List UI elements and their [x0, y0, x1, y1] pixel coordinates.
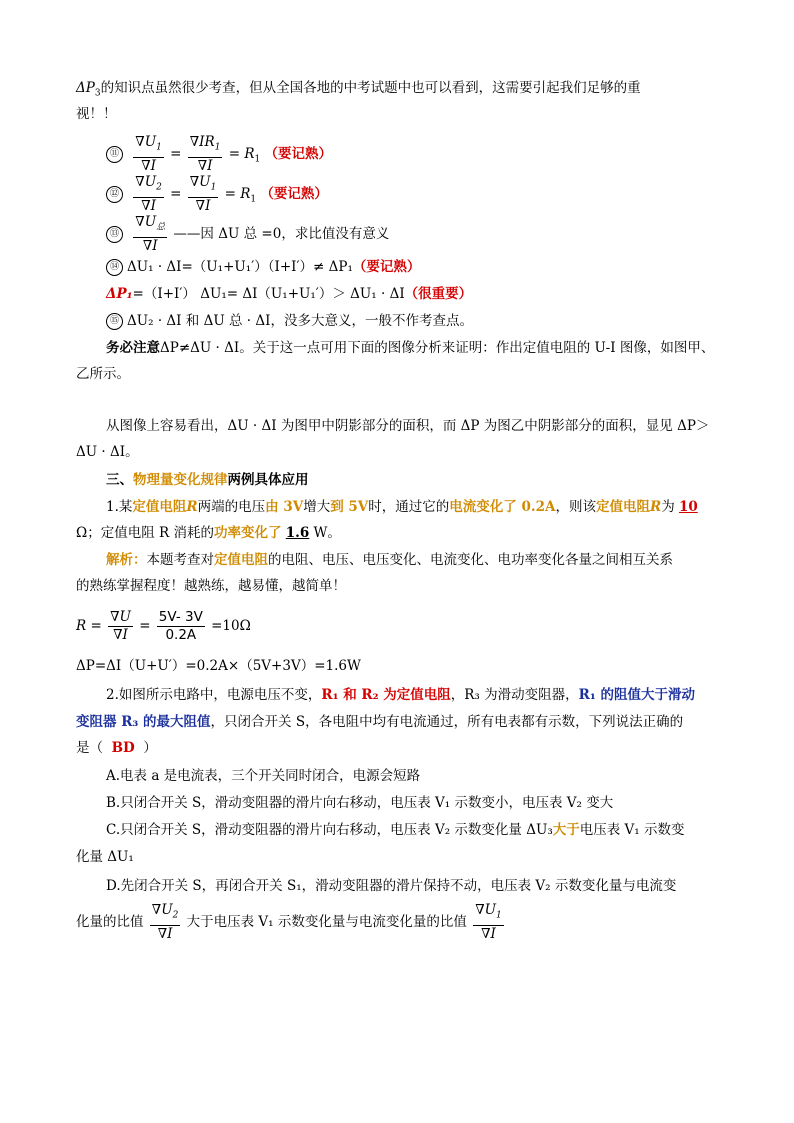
fraction: $\frac{\nabla U_2}{\nabla I}$ [135, 174, 162, 214]
question-2-line-2: 变阻器 R₃ 的最大阻值，只闭合开关 S，各电阻中均有电流通过，所有电表都有示数，下列说法正确的 [76, 714, 684, 730]
question-1-line-2: Ω；定值电阻 R 消耗的功率变化了 1.6 W。 [76, 525, 341, 541]
fraction: $\frac{\nabla U}{\nabla I}$ [110, 609, 131, 643]
option-b: B.只闭合开关 S，滑动变阻器的滑片向右移动，电压表 V₁ 示数变小，电压表 V₂ 变大 [106, 795, 614, 811]
answer-2: 1.6 [285, 525, 310, 541]
formula-item-11: ⑪ $\frac{\nabla U_1}{\nabla I}$ = $\frac{\nabla IR_1}{\nabla I}$ = $R_1$ （要记熟） [106, 134, 332, 180]
fraction: $\frac{\nabla U_1}{\nabla I}$ [135, 134, 162, 174]
intro-line-2: 视！！ [76, 106, 117, 122]
calc-power: ΔP=ΔI（U+U′）=0.2A×（5V+3V）=1.6W [76, 658, 361, 674]
question-2-line-3: 是（ BD ） [76, 740, 157, 756]
item-number: ⑬ [106, 226, 123, 243]
fraction: $\frac{\nabla U_总}{\nabla I}$ [135, 214, 166, 254]
option-c-line-2: 化量 ΔU₁ [76, 849, 134, 865]
analysis-line-2: 的熟练掌握程度！越熟练，越易懂，越简单！ [76, 578, 346, 594]
item-number: ⑭ [106, 259, 123, 276]
note-line-2: 乙所示。 [76, 366, 130, 382]
formula-item-13: ⑬ $\frac{\nabla U_总}{\nabla I}$ ——因 ΔU 总 =0，求比值没有意义 [106, 214, 389, 255]
item-number: ⑪ [106, 146, 123, 163]
graph-para-line-1: 从图像上容易看出，ΔU · ΔI 为图甲中阴影部分的面积，而 ΔP 为图乙中阴影部分的面积，显见 ΔP＞ [106, 418, 710, 434]
item-number: ⑫ [106, 186, 123, 203]
analysis-line-1: 解析：本题考查对定值电阻的电阻、电压、电压变化、电流变化、电功率变化各量之间相互关系 [106, 552, 673, 568]
option-d-line-1: D.先闭合开关 S，再闭合开关 S₁，滑动变阻器的滑片保持不动，电压表 V₂ 示数变化量与电流变 [106, 878, 677, 894]
formula-item-12: ⑫ $\frac{\nabla U_2}{\nabla I}$ = $\frac{\nabla U_1}{\nabla I}$ = $R_1$ （要记熟） [106, 174, 328, 220]
calc-resistance: R = $\frac{\nabla U}{\nabla I}$ = $\frac{5V- 3V}{0.2A}$ =10Ω [76, 609, 251, 643]
fraction: $\frac{\nabla U_1}{\nabla I}$ [189, 174, 217, 214]
note-label: 务必注意 [106, 340, 160, 356]
option-d-line-2: 化量的比值 $\frac{\nabla U_2}{\nabla I}$ 大于电压表 V₁ 示数变化量与电流变化量的比值 $\frac{\nabla U_1}{\nabla I}$ [76, 902, 502, 942]
item-number: ⑮ [106, 313, 123, 330]
answer-bd: BD [111, 740, 135, 756]
graph-para-line-2: ΔU · ΔI。 [76, 444, 139, 460]
delta-p1-line: ΔP₁=（I+I′） ΔU₁= ΔI（U₁+U₁′）＞ ΔU₁ · ΔI（很重要） [106, 286, 473, 302]
question-1-line-1: 1.某定值电阻R两端的电压由 3V增大到 5V时，通过它的电流变化了 0.2A，则该定值电阻R为 10 [106, 499, 698, 515]
option-c-line-1: C.只闭合开关 S，滑动变阻器的滑片向右移动，电压表 V₂ 示数变化量 ΔU₃大于电压表 V₁ 示数变 [106, 822, 685, 838]
note-line-1: 务必注意ΔP≠ΔU · ΔI。关于这一点可用下面的图像分析来证明：作出定值电阻的 U-I 图像，如图甲、 [106, 340, 715, 356]
option-a: A.电表 a 是电流表，三个开关同时闭合，电源会短路 [106, 768, 421, 784]
fraction: $\frac{\nabla U_2}{\nabla I}$ [151, 902, 179, 942]
memorize-note: （要记熟） [260, 186, 328, 202]
fraction: $\frac{5V- 3V}{0.2A}$ [158, 609, 203, 643]
memorize-note: （要记熟） [264, 146, 333, 162]
question-2-line-1: 2.如图所示电路中，电源电压不变，R₁ 和 R₂ 为定值电阻，R₃ 为滑动变阻器，R₁ 的阻值大于滑动 [106, 687, 695, 703]
section-3-heading: 三、物理量变化规律两例具体应用 [106, 472, 309, 488]
fraction: $\frac{\nabla IR_1}{\nabla I}$ [189, 134, 221, 174]
formula-item-15: ⑮ ΔU₂ · ΔI 和 ΔU 总 · ΔI，没多大意义，一般不作考查点。 [106, 311, 473, 331]
fraction: $\frac{\nabla U_1}{\nabla I}$ [475, 902, 502, 942]
answer-1: 10 [678, 499, 698, 515]
intro-line-1: $\Delta P_3$的知识点虽然很少考查，但从全国各地的中考试题中也可以看到，这需要引起我们足够的重 [76, 80, 641, 99]
delta-p-symbol: ΔP [76, 80, 95, 96]
formula-item-14: ⑭ ΔU₁ · ΔI=（U₁+U₁′）（I+I′）≠ ΔP₁（要记熟） [106, 257, 420, 277]
